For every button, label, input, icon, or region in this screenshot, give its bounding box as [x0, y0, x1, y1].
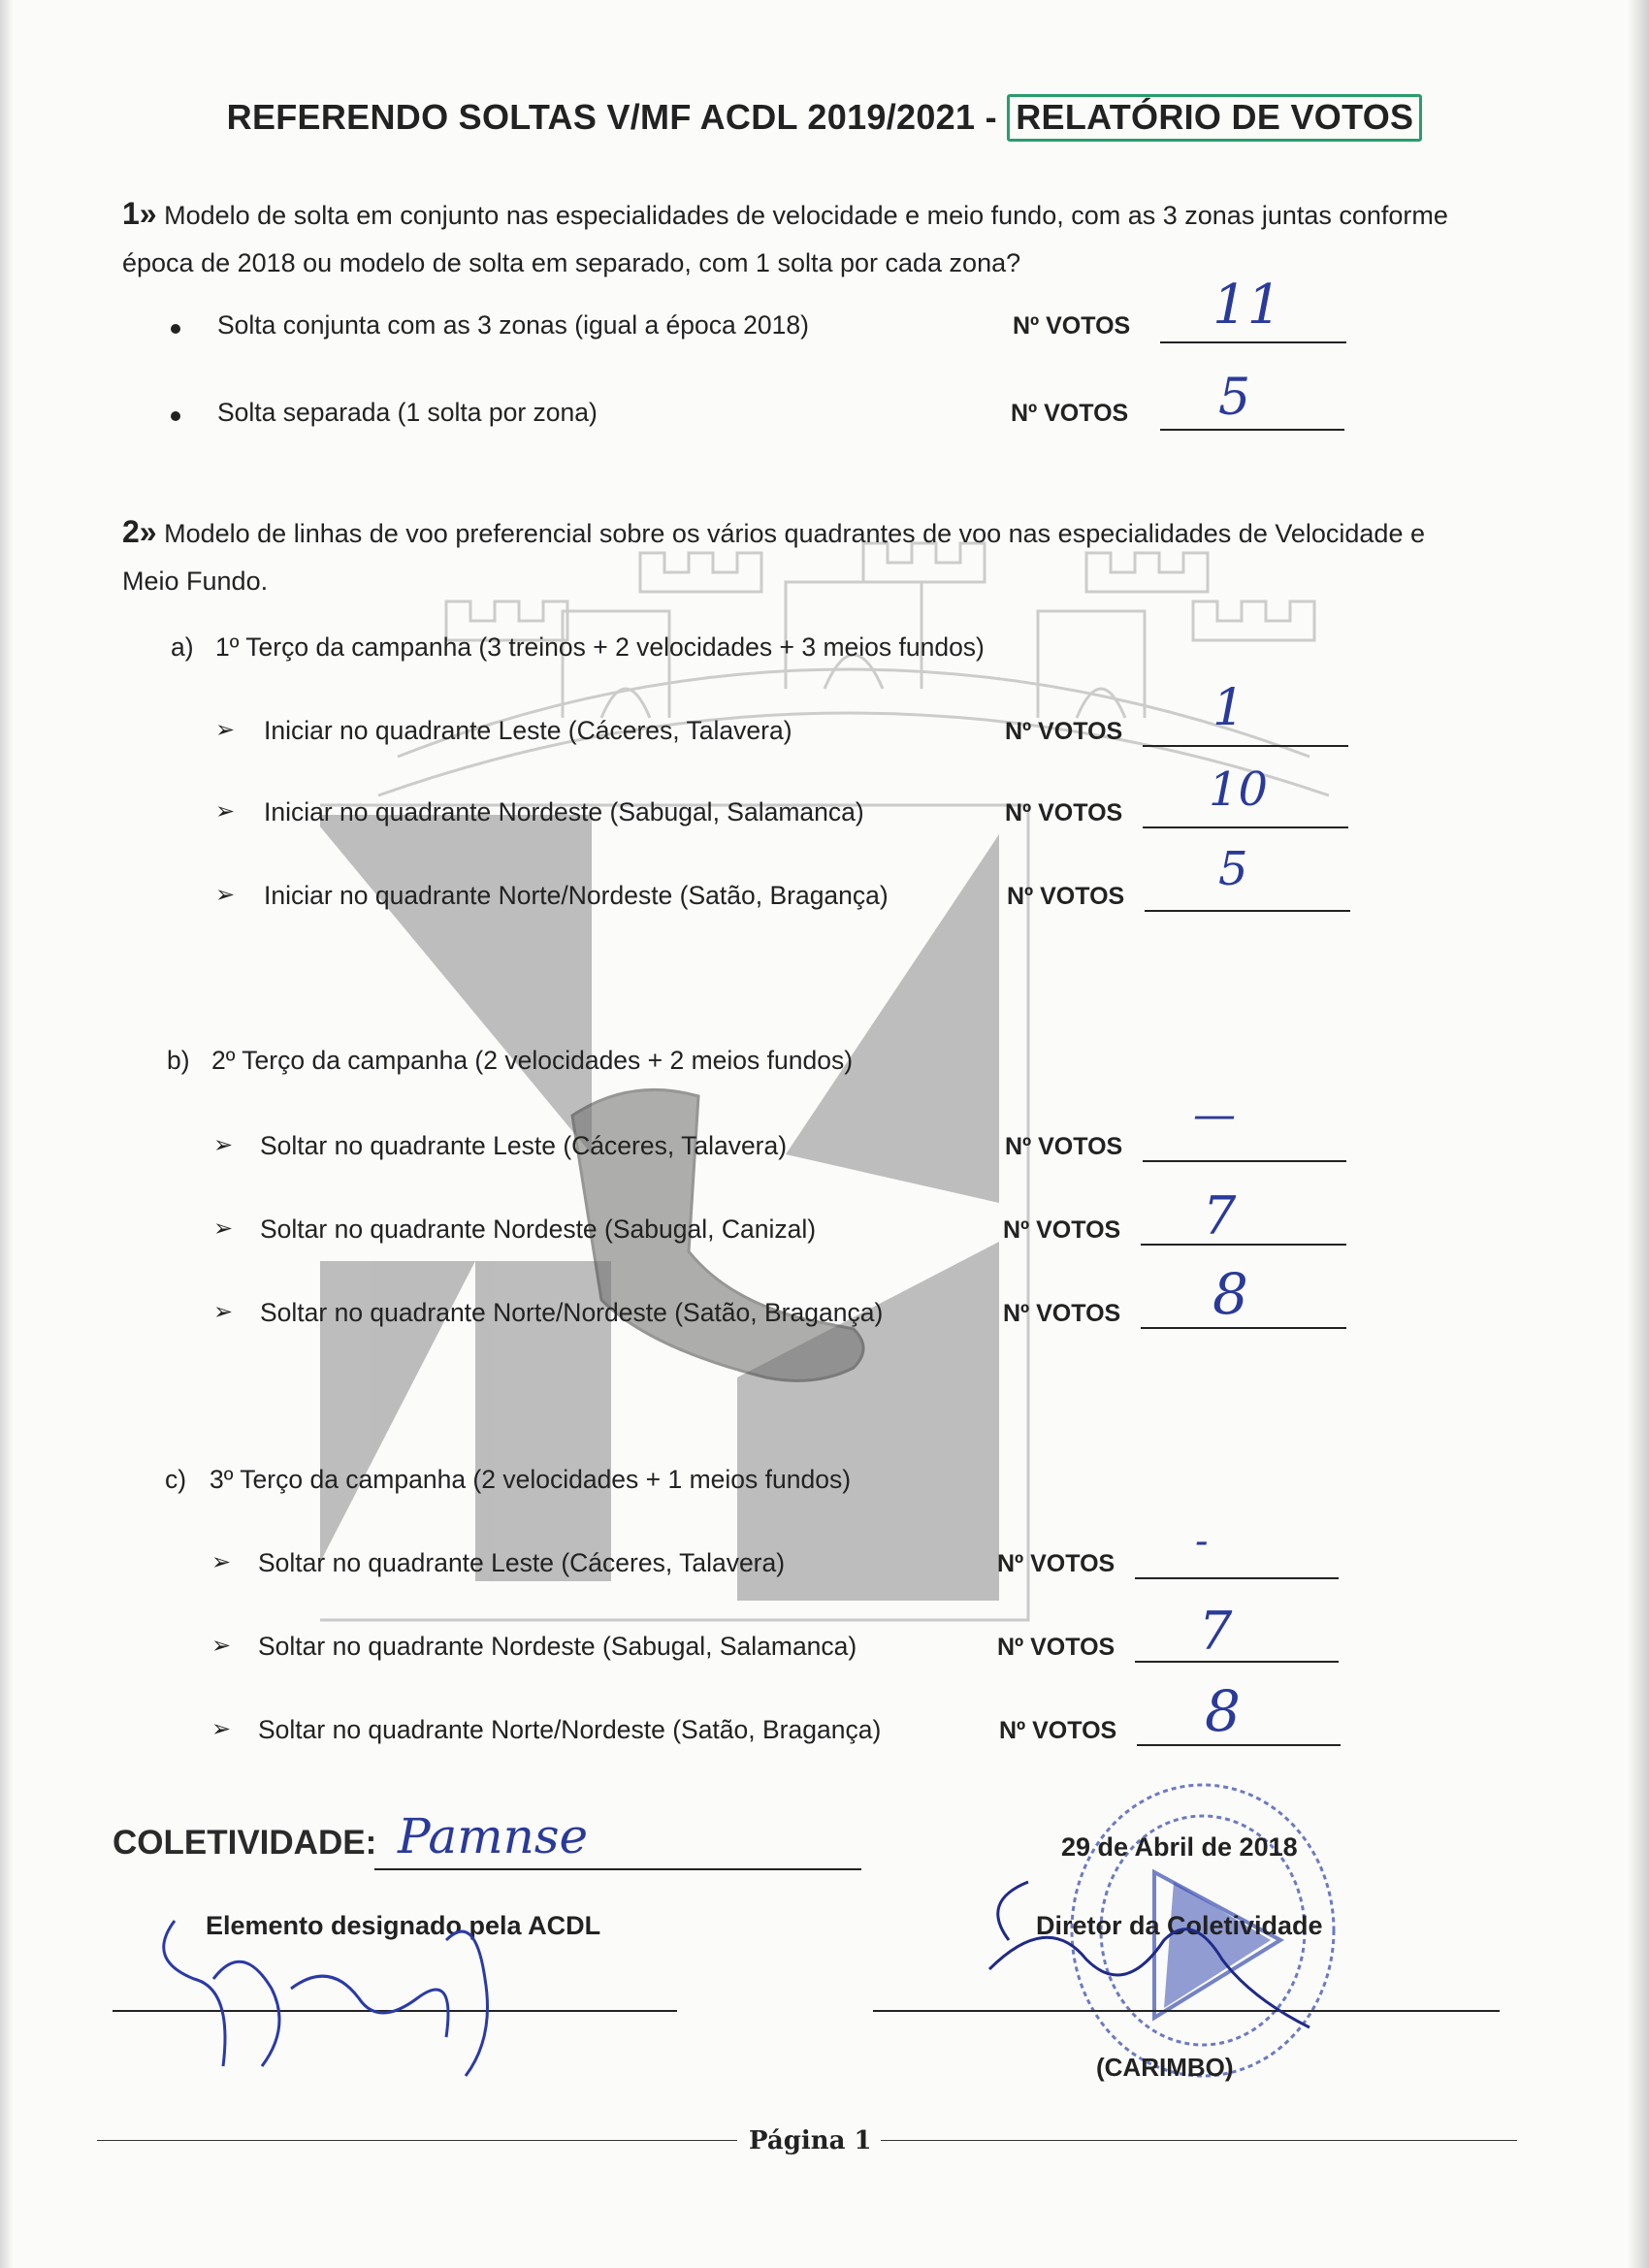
a-option-3-votes-line [1145, 910, 1350, 912]
page-number: Página 1 [749, 2126, 872, 2155]
arrow-bullet-icon: ➢ [215, 717, 236, 743]
b-option-1-label: Soltar no quadrante Leste (Cáceres, Talavera) [260, 1131, 788, 1160]
bullet-dot [171, 411, 180, 421]
c-option-2-votes-line [1135, 1661, 1339, 1663]
a-option-1-votes-handwritten: 1 [1212, 679, 1245, 737]
a-option-2-votes-label: Nº VOTOS [1005, 799, 1123, 826]
arrow-bullet-icon: ➢ [213, 1299, 234, 1325]
diretor-label: Diretor da Coletividade [1036, 1911, 1323, 1940]
c-option-3-label: Soltar no quadrante Norte/Nordeste (Satão, Bragança) [258, 1715, 882, 1744]
c-option-2-votes-handwritten: 7 [1199, 1601, 1233, 1662]
b-option-3-label: Soltar no quadrante Norte/Nordeste (Satão, Bragança) [260, 1298, 884, 1327]
section-b-heading: 2º Terço da campanha (2 velocidades + 2 meios fundos) [211, 1046, 854, 1075]
c-option-3-votes-line [1137, 1744, 1341, 1746]
page-title [0, 97, 1649, 138]
c-option-2-label: Soltar no quadrante Nordeste (Sabugal, Salamanca) [258, 1632, 857, 1661]
a-option-3-label: Iniciar no quadrante Norte/Nordeste (Satão, Bragança) [264, 881, 889, 910]
coletividade-label: COLETIVIDADE: [113, 1824, 377, 1862]
b-option-2-votes-handwritten: 7 [1203, 1185, 1237, 1247]
a-option-2-votes-line [1143, 826, 1348, 828]
a-option-2-votes-handwritten: 10 [1209, 762, 1269, 817]
section-c-heading: 3º Terço da campanha (2 velocidades + 1 meios fundos) [210, 1465, 852, 1494]
arrow-bullet-icon: ➢ [211, 1633, 232, 1659]
c-option-2-votes-label: Nº VOTOS [997, 1634, 1116, 1661]
section-a-heading: 1º Terço da campanha (3 treinos + 2 velocidades + 3 meios fundos) [215, 632, 985, 662]
q1-option-1-label: Solta conjunta com as 3 zonas (igual a época 2018) [217, 310, 809, 340]
c-option-1-label: Soltar no quadrante Leste (Cáceres, Talavera) [258, 1548, 786, 1577]
scan-edge-right [1628, 0, 1649, 2268]
title-boxed: RELATÓRIO DE VOTOS [1007, 94, 1422, 142]
arrow-bullet-icon: ➢ [215, 798, 236, 825]
b-option-2-votes-label: Nº VOTOS [1003, 1216, 1121, 1244]
b-option-3-votes-label: Nº VOTOS [1003, 1300, 1121, 1327]
footer-rule-left [97, 2140, 737, 2141]
diretor-signature [970, 1872, 1397, 2047]
q1-option-1-votes-label: Nº VOTOS [1013, 312, 1131, 340]
section-a-marker: a) [171, 632, 194, 662]
b-option-2-votes-line [1141, 1244, 1346, 1246]
a-option-2-label: Iniciar no quadrante Nordeste (Sabugal, Salamanca) [264, 797, 864, 826]
section-b-marker: b) [167, 1046, 190, 1075]
question-1-text-line-1: Modelo de solta em conjunto nas especialidades de velocidade e meio fundo, com as 3 zonas juntas conforme [164, 201, 1448, 230]
a-option-3-votes-handwritten: 5 [1218, 842, 1248, 896]
coletividade-handwritten: Pamnse [398, 1808, 589, 1864]
question-2-text-line-1: Modelo de linhas de voo preferencial sobre os vários quadrantes de voo nas especialidades de Velocidade e [164, 519, 1425, 548]
arrow-bullet-icon: ➢ [215, 882, 236, 908]
q1-option-2-votes-line [1160, 429, 1344, 431]
question-1-number: 1» [122, 196, 157, 231]
a-option-1-votes-label: Nº VOTOS [1005, 718, 1123, 745]
c-option-1-votes-label: Nº VOTOS [997, 1550, 1116, 1577]
question-1-text-line-2: época de 2018 ou modelo de solta em separado, com 1 solta por cada zona? [122, 248, 1021, 277]
arrow-bullet-icon: ➢ [211, 1549, 232, 1575]
c-option-3-votes-label: Nº VOTOS [999, 1717, 1117, 1744]
c-option-3-votes-handwritten: 8 [1205, 1678, 1241, 1744]
question-2-text-line-2: Meio Fundo. [122, 567, 269, 596]
b-option-1-votes-label: Nº VOTOS [1005, 1133, 1123, 1160]
arrow-bullet-icon: ➢ [213, 1132, 234, 1158]
elemento-signature [155, 1901, 660, 2095]
b-option-3-votes-line [1141, 1327, 1346, 1329]
a-option-1-label: Iniciar no quadrante Leste (Cáceres, Talavera) [264, 716, 792, 745]
carimbo-label: (CARIMBO) [1096, 2053, 1234, 2082]
b-option-1-votes-handwritten: — [1193, 1090, 1236, 1140]
arrow-bullet-icon: ➢ [211, 1716, 232, 1742]
section-c-marker: c) [165, 1465, 187, 1494]
question-2-number: 2» [122, 514, 157, 549]
c-option-1-votes-line [1135, 1577, 1339, 1579]
a-option-1-votes-line [1143, 745, 1348, 747]
title-main: REFERENDO SOLTAS V/MF ACDL 2019/2021 - [226, 97, 997, 137]
scan-edge-left [0, 0, 14, 2268]
coletividade-line [374, 1868, 861, 1870]
a-option-3-votes-label: Nº VOTOS [1007, 883, 1125, 910]
elemento-label: Elemento designado pela ACDL [206, 1911, 601, 1940]
q1-option-1-votes-handwritten: 11 [1212, 274, 1282, 337]
q1-option-2-votes-label: Nº VOTOS [1011, 400, 1129, 427]
question-1 [122, 190, 1500, 287]
q1-option-1-votes-line [1160, 341, 1346, 343]
c-option-1-votes-handwritten: - [1195, 1519, 1209, 1564]
question-2 [122, 508, 1500, 605]
q1-option-2-votes-handwritten: 5 [1218, 369, 1251, 427]
b-option-2-label: Soltar no quadrante Nordeste (Sabugal, Canizal) [260, 1215, 817, 1244]
b-option-3-votes-handwritten: 8 [1212, 1261, 1248, 1327]
bullet-dot [171, 324, 180, 334]
q1-option-2-label: Solta separada (1 solta por zona) [217, 398, 598, 427]
date-text: 29 de Abril de 2018 [1061, 1832, 1298, 1862]
arrow-bullet-icon: ➢ [213, 1215, 234, 1242]
b-option-1-votes-line [1143, 1160, 1346, 1162]
footer-rule-right [881, 2140, 1517, 2141]
